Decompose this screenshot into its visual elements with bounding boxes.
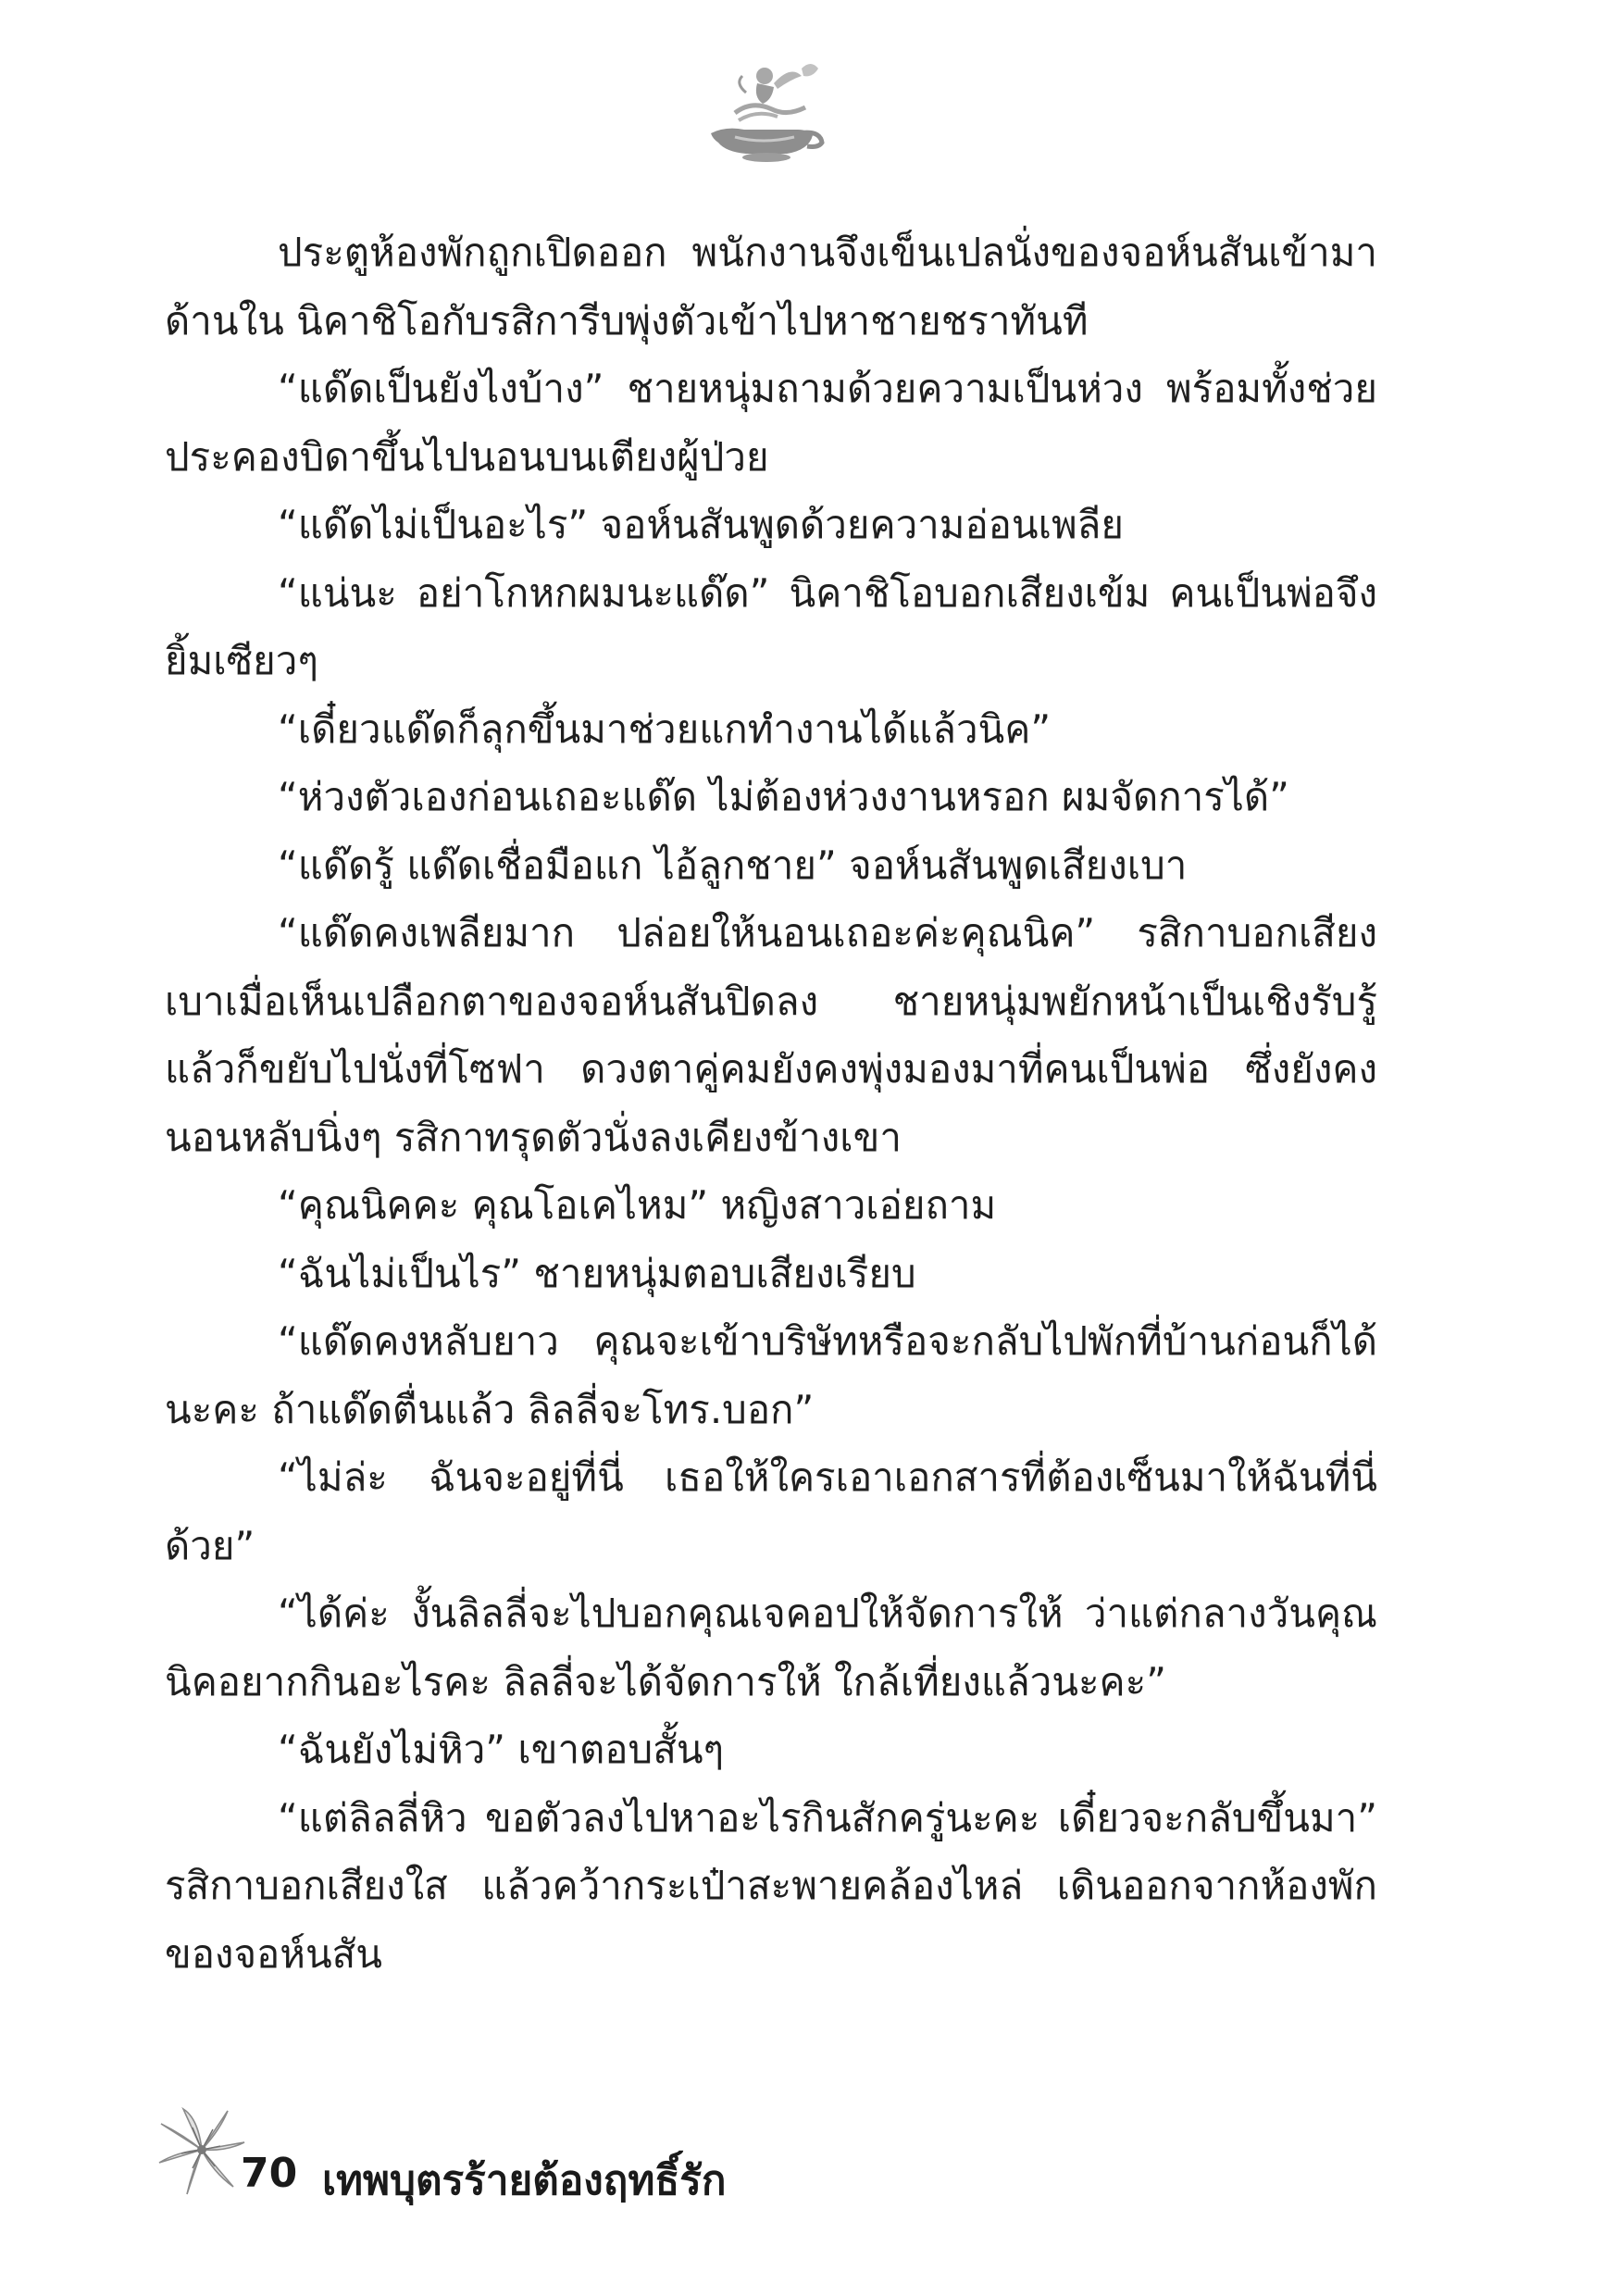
paragraph: “เดี๋ยวแด๊ดก็ลุกขึ้นมาช่วยแกทำงานได้แล้วนิค” [278,705,1052,752]
paragraph: “ห่วงตัวเองก่อนเถอะแด๊ด ไม่ต้องห่วงงานหรอก ผมจัดการได้” [278,774,1289,819]
paragraph: “ฉันไม่เป็นไร” ชายหนุ่มตอบเสียงเรียบ [278,1250,916,1296]
paragraph: “ไม่ล่ะ ฉันจะอยู่ที่นี่ เธอให้ใครเอาเอกสารที่ต้องเซ็นมาให้ฉันที่นี่ด้วย” [165,1454,1377,1568]
paragraph: “แด๊ดเป็นยังไงบ้าง” ชายหนุ่มถามด้วยความเป็นห่วง พร้อมทั้งช่วยประคองบิดาขึ้นไปนอนบนเตียงผู้ป่วย [165,366,1377,480]
paragraph: “แต่ลิลลี่หิว ขอตัวลงไปหาอะไรกินสักครู่นะคะ เดี๋ยวจะกลับขึ้นมา” รสิกาบอกเสียงใส แล้วคว้ากระเป๋าสะพายคล้องไหล่ เดินออกจากห้องพักของจอห์นสัน [165,1794,1377,1977]
paragraph: “ฉันยังไม่หิว” เขาตอบสั้นๆ [278,1727,725,1772]
paragraph: “แด๊ดคงหลับยาว คุณจะเข้าบริษัทหรือจะกลับไปพักที่บ้านก่อนก็ได้นะคะ ถ้าแด๊ดตื่นแล้ว ลิลลี่จะโทร.บอก” [165,1318,1377,1432]
book-title: เทพบุตรร้ายต้องฤทธิ์รัก [322,2157,727,2204]
lily-flower-icon [156,2102,248,2198]
teapot-cupid-ornament-icon [698,56,828,167]
paragraph: “ได้ค่ะ งั้นลิลลี่จะไปบอกคุณเจคอปให้จัดการให้ ว่าแต่กลางวันคุณนิคอยากกินอะไรคะ ลิลลี่จะได้จัดการให้ ใกล้เที่ยงแล้วนะคะ” [165,1591,1377,1704]
paragraph: “คุณนิคคะ คุณโอเคไหม” หญิงสาวเอ่ยถาม [278,1182,997,1228]
page-footer [156,2102,896,2203]
paragraph: “แด๊ดคงเพลียมาก ปล่อยให้นอนเถอะค่ะคุณนิค” รสิกาบอกเสียงเบาเมื่อเห็นเปลือกตาของจอห์นสันปิดลง ชายหนุ่มพยักหน้าเป็นเชิงรับรู้ แล้วก็ขยับไปนั่งที่โซฟา ดวงตาคู่คมยังคงพุ่งมองมาที่คนเป็นพ่อ ซึ่งยังคงนอนหลับนิ่งๆ รสิกาทรุดตัวนั่งลงเคียงข้างเขา [165,910,1377,1160]
paragraph: “แน่นะ อย่าโกหกผมนะแด๊ด” นิคาชิโอบอกเสียงเข้ม คนเป็นพ่อจึงยิ้มเซียวๆ [165,569,1377,683]
story-body [165,218,1377,1988]
paragraph: “แด๊ดไม่เป็นอะไร” จอห์นสันพูดด้วยความอ่อนเพลีย [278,502,1124,547]
paragraph: ประตูห้องพักถูกเปิดออก พนักงานจึงเข็นเปลนั่งของจอห์นสันเข้ามาด้านใน นิคาชิโอกับรสิการีบพุ่งตัวเข้าไปหาชายชราทันที [165,230,1377,343]
page-number: 70 [241,2150,298,2197]
paragraph: “แด๊ดรู้ แด๊ดเชื่อมือแก ไอ้ลูกชาย” จอห์นสันพูดเสียงเบา [278,842,1188,888]
